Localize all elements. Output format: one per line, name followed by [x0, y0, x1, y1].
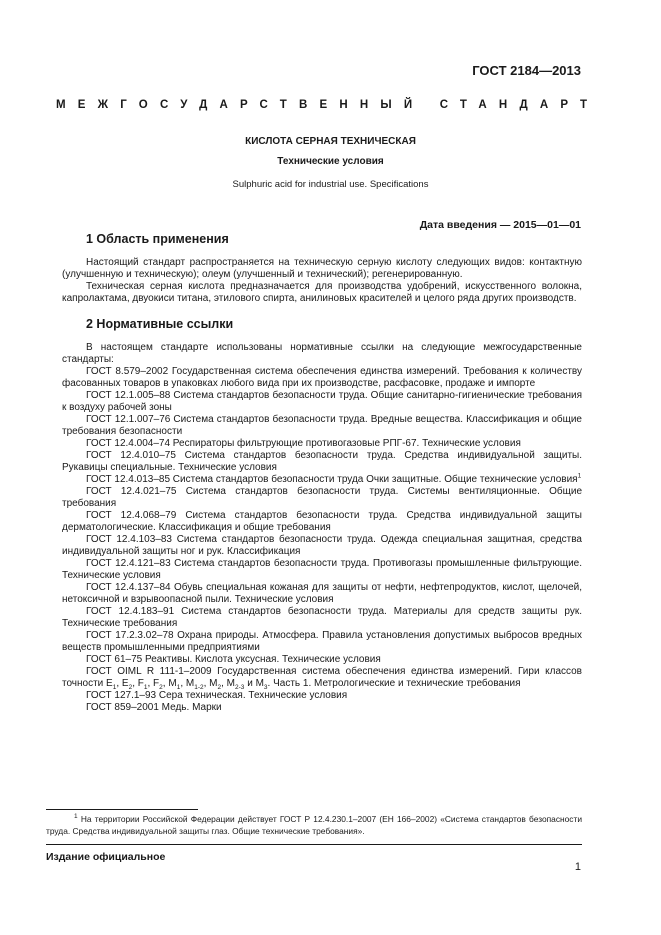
reference-item: ГОСТ 12.1.005–88 Система стандартов безопасности труда. Общие санитарно-гигиенические требования к воздуху рабочей зоны [62, 390, 582, 413]
class-subscript: 1 [143, 684, 148, 691]
section-2-intro: В настоящем стандарте использованы нормативные ссылки на следующие межгосударственные стандарты: [62, 342, 582, 365]
reference-item: ГОСТ 12.4.010–75 Система стандартов безопасности труда. Средства индивидуальной защиты. Рукавицы специальные. Технические условия [62, 450, 582, 473]
oiml-text: , F [132, 678, 144, 689]
oiml-text: , M [180, 678, 195, 689]
english-title: Sulphuric acid for industrial use. Specifications [232, 179, 429, 190]
class-subscript: 1 [112, 684, 117, 691]
class-subscript: 2-3 [235, 684, 245, 691]
footer-divider [46, 844, 582, 845]
section-1-paragraph: Техническая серная кислота предназначается для производства удобрений, искусственного волокна, капролактама, двуокиси титана, этилового спирта, анилиновых красителей и целого ряда других производств. [62, 281, 582, 304]
introduction-date: Дата введения — 2015—01—01 [419, 219, 581, 231]
class-subscript: 2 [128, 684, 133, 691]
oiml-text: и M [244, 678, 264, 689]
reference-item: ГОСТ 127.1–93 Сера техническая. Технические условия [86, 690, 348, 701]
oiml-text: , M [221, 678, 236, 689]
footnote-divider [46, 809, 198, 810]
reference-item: ГОСТ 61–75 Реактивы. Кислота уксусная. Технические условия [86, 654, 381, 665]
footnote [46, 814, 582, 837]
section-2-heading: 2 Нормативные ссылки [86, 317, 234, 331]
document-title: КИСЛОТА СЕРНАЯ ТЕХНИЧЕСКАЯ [245, 136, 416, 147]
official-edition-label: Издание официальное [46, 851, 166, 863]
oiml-text: , E [116, 678, 129, 689]
standard-banner: МЕЖГОСУДАРСТВЕННЫЙ СТАНДАРТ [56, 99, 600, 111]
oiml-text: , M [203, 678, 218, 689]
section-1-paragraph: Настоящий стандарт распространяется на техническую серную кислоту следующих видов: контактную (улучшенную и техническую); олеум (улучшенный и технический); регенерированную. [62, 257, 582, 280]
oiml-text: , M [162, 678, 177, 689]
oiml-text: ГОСТ OIML R 111-1–2009 Государственная система обеспечения единства измерений. Гири классов точности E [62, 666, 582, 689]
oiml-text: , F [147, 678, 160, 689]
section-1-heading: 1 Область применения [86, 232, 229, 246]
reference-item-oiml [62, 666, 582, 690]
page-number: 1 [574, 861, 581, 873]
class-subscript: 2 [217, 684, 222, 691]
reference-item: ГОСТ 12.4.103–83 Система стандартов безопасности труда. Одежда специальная защитная, средства индивидуальной защиты ног и рук. Классификация [62, 534, 582, 557]
document-number: ГОСТ 2184—2013 [472, 63, 581, 78]
document-body [62, 232, 582, 714]
reference-item: ГОСТ 12.1.007–76 Система стандартов безопасности труда. Вредные вещества. Классификация и общие требования безопасности [62, 414, 582, 437]
footnote-reference: 1 [577, 472, 582, 480]
reference-item: ГОСТ 8.579–2002 Государственная система обеспечения единства измерений. Требования к количеству фасованных товаров в упаковках любого вида при их производстве, расфасовке, продаже и импорте [62, 366, 582, 389]
footnote-mark: 1 [74, 813, 78, 821]
footnote-text: На территории Российской Федерации действует ГОСТ Р 12.4.230.1–2007 (ЕН 166–2002) «Система стандартов безопасности труда. Средства индивидуальной защиты глаз. Общие технические требования». [46, 814, 583, 836]
class-subscript: 2 [159, 684, 163, 691]
class-subscript: 1 [176, 684, 181, 691]
reference-item: ГОСТ 12.4.021–75 Система стандартов безопасности труда. Системы вентиляционные. Общие требования [62, 486, 582, 509]
reference-item: ГОСТ 17.2.3.02–78 Охрана природы. Атмосфера. Правила установления допустимых выбросов вредных веществ промышленными предприятиями [62, 630, 582, 653]
reference-item: ГОСТ 859–2001 Медь. Марки [86, 702, 222, 713]
reference-item: ГОСТ 12.4.121–83 Система стандартов безопасности труда. Противогазы промышленные фильтрующие. Технические условия [62, 558, 582, 581]
reference-item: ГОСТ 12.4.183–91 Система стандартов безопасности труда. Материалы для средств защиты рук. Технические требования [62, 606, 582, 629]
reference-item: ГОСТ 12.4.068–79 Система стандартов безопасности труда. Средства индивидуальной защиты дерматологические. Классификация и общие требования [62, 510, 582, 533]
class-subscript: 3 [263, 684, 268, 691]
reference-text: ГОСТ 12.4.013–85 Система стандартов безопасности труда Очки защитные. Общие технические условия [86, 474, 578, 485]
oiml-text: . Часть 1. Метрологические и технические требования [267, 678, 521, 689]
document-subtitle: Технические условия [277, 156, 384, 167]
reference-item [62, 474, 582, 486]
reference-item: ГОСТ 12.4.004–74 Респираторы фильтрующие противогазовые РПГ-67. Технические условия [86, 438, 521, 449]
reference-item: ГОСТ 12.4.137–84 Обувь специальная кожаная для защиты от нефти, нефтепродуктов, кислот, щелочей, нетоксичной и взрывоопасной пыли. Технические условия [62, 582, 582, 605]
class-subscript: 1-2 [194, 684, 204, 691]
